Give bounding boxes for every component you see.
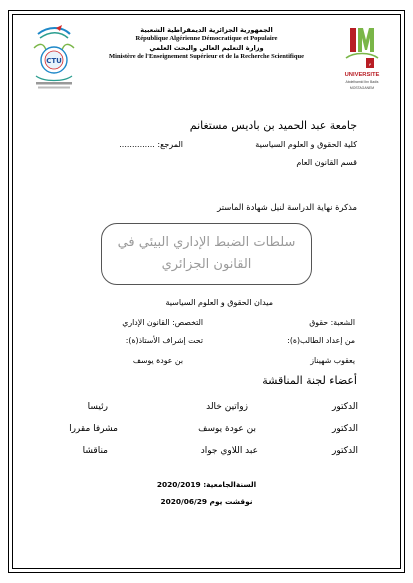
university-name: جامعة عبد الحميد بن باديس مستغانم: [189, 119, 357, 132]
jury-role: مناقشا: [82, 446, 108, 456]
university-logo: [338, 22, 386, 94]
jury-rank: الدكتور: [332, 402, 358, 412]
header-ministry-french: Ministère de l'Enseignement Supérieur et de la Recherche Scientifique: [109, 53, 304, 60]
faculty-name: كلية الحقوق و العلوم السياسية: [255, 140, 357, 149]
jury-row: [40, 446, 358, 460]
thesis-type: مذكرة نهاية الدراسة لنيل شهادة الماستر: [217, 202, 357, 212]
jury-role: مشرفا مقررا: [69, 424, 118, 434]
branch-label: الشعبة: حقوق: [309, 318, 355, 327]
university-logo-text: UNIVERSITE: [344, 72, 380, 78]
academic-year: السنةالجامعية: 2020/2019: [156, 480, 257, 489]
faculty-emblem-logo: [28, 24, 80, 94]
field-name: ميدان الحقوق و العلوم السياسية: [165, 298, 273, 307]
thesis-title-box: [101, 223, 312, 285]
prepared-by-label: من إعداد الطالب(ة):: [287, 336, 355, 345]
jury-title: أعضاء لجنة المناقشة: [262, 374, 357, 387]
student-name: يعقوب شهيناز: [310, 356, 355, 365]
university-logo-subtext: Abdelhamid Ibn Badis: [345, 80, 379, 84]
emblem-acronym: CTU: [46, 57, 62, 65]
department-name: قسم القانون العام: [296, 158, 357, 167]
supervisor-label: تحت إشراف الأستاذ(ة):: [125, 336, 203, 345]
jury-role: رئيسا: [87, 402, 108, 412]
thesis-title: سلطات الضبط الإداري البيئي في القانون الجزائري: [117, 235, 296, 272]
reference-number: المرجع: ..............: [119, 140, 183, 149]
svg-text:م: م: [368, 61, 372, 66]
defense-date: نوقشت يوم 2020/06/29: [160, 497, 253, 506]
specialty-label: التخصص: القانون الإداري: [122, 318, 203, 327]
jury-member-name: زواتين خالد: [206, 402, 248, 412]
jury-rank: الدكتور: [332, 424, 358, 434]
jury-member-name: عبد اللاوي جواد: [200, 446, 258, 456]
jury-rank: الدكتور: [332, 446, 358, 456]
header-republic-arabic: الجمهورية الجزائرية الديمقراطية الشعبية: [140, 26, 273, 34]
supervisor-name: بن عودة يوسف: [132, 356, 183, 365]
university-logo-city: MOSTAGANEM: [349, 86, 375, 90]
jury-row: [40, 402, 358, 416]
jury-row: [40, 424, 358, 438]
header-republic-french: République Algérienne Démocratique et Populaire: [135, 35, 278, 42]
jury-member-name: بن عودة يوسف: [198, 424, 256, 434]
header-ministry-arabic: وزارة التعليم العالي والبحث العلمي: [149, 44, 264, 52]
